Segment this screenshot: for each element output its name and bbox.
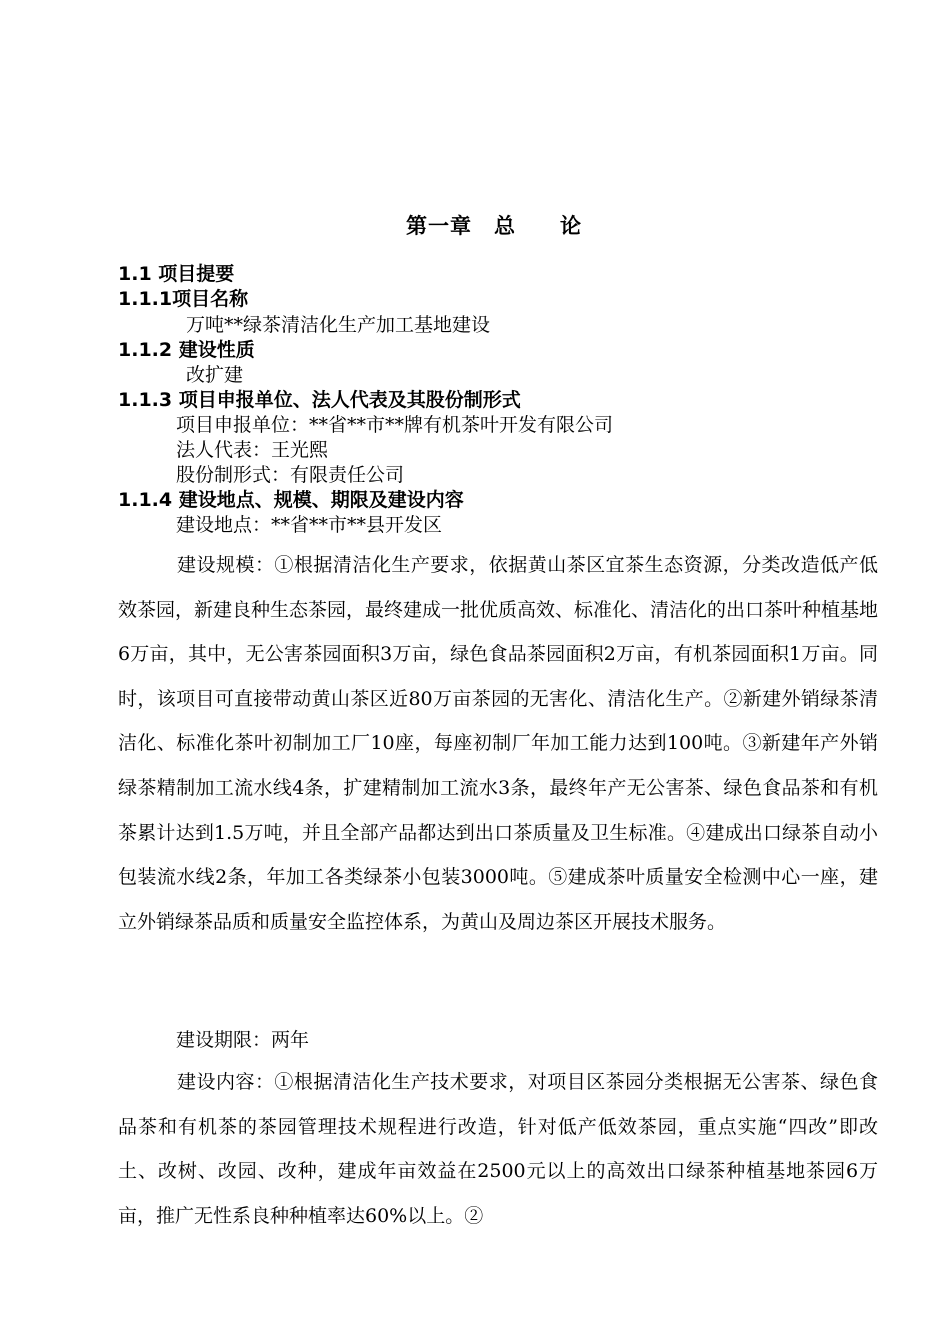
construction-content-paragraph: 建设内容：①根据清洁化生产技术要求，对项目区茶园分类根据无公害茶、绿色食品茶和有机茶的茶园管理技术规程进行改造，针对低产低效茶园，重点实施“四改”即改土、改树、改园、改种，建成年亩效益在2500元以上的高效出口绿茶种植基地茶园6万亩，推广无性系良种种植率达60%以上。② <box>118 1071 878 1227</box>
construction-nature-text: 改扩建 <box>186 364 244 386</box>
applicant-text: 项目申报单位：**省**市**牌有机茶叶开发有限公司 <box>176 414 614 436</box>
section-heading-1-1-2: 1.1.2 建设性质 <box>118 339 255 361</box>
location-text: 建设地点：**省**市**县开发区 <box>176 514 443 536</box>
legal-representative-text: 法人代表：王光熙 <box>176 439 329 461</box>
construction-scale-paragraph: 建设规模：①根据清洁化生产要求，依据黄山茶区宜茶生态资源，分类改造低产低效茶园，新建良种生态茶园，最终建成一批优质高效、标准化、清洁化的出口茶叶种植基地6万亩，其中，无公害茶园面积3万亩，绿色食品茶园面积2万亩，有机茶园面积1万亩。同时，该项目可直接带动黄山茶区近80万亩茶园的无害化、清洁化生产。②新建外销绿茶清洁化、标准化茶叶初制加工厂10座，每座初制厂年加工能力达到100吨。③新建年产外销绿茶精制加工流水线4条，扩建精制加工流水3条，最终年产无公害茶、绿色食品茶和有机茶累计达到1.5万吨，并且全部产品都达到出口茶质量及卫生标准。④建成出口绿茶自动小包装流水线2条，年加工各类绿茶小包装3000吨。⑤建成茶叶质量安全检测中心一座，建立外销绿茶品质和质量安全监控体系，为黄山及周边茶区开展技术服务。 <box>118 554 879 933</box>
share-form-text: 股份制形式：有限责任公司 <box>176 464 405 486</box>
section-heading-1-1: 1.1 项目提要 <box>118 263 235 285</box>
chapter-title: 第一章 总 论 <box>406 214 582 238</box>
section-heading-1-1-1: 1.1.1项目名称 <box>118 288 249 310</box>
section-heading-1-1-4: 1.1.4 建设地点、规模、期限及建设内容 <box>118 489 464 511</box>
construction-period-text: 建设期限：两年 <box>176 1029 310 1051</box>
section-heading-1-1-3: 1.1.3 项目申报单位、法人代表及其股份制形式 <box>118 389 521 411</box>
project-name-text: 万吨**绿茶清洁化生产加工基地建设 <box>186 314 491 336</box>
